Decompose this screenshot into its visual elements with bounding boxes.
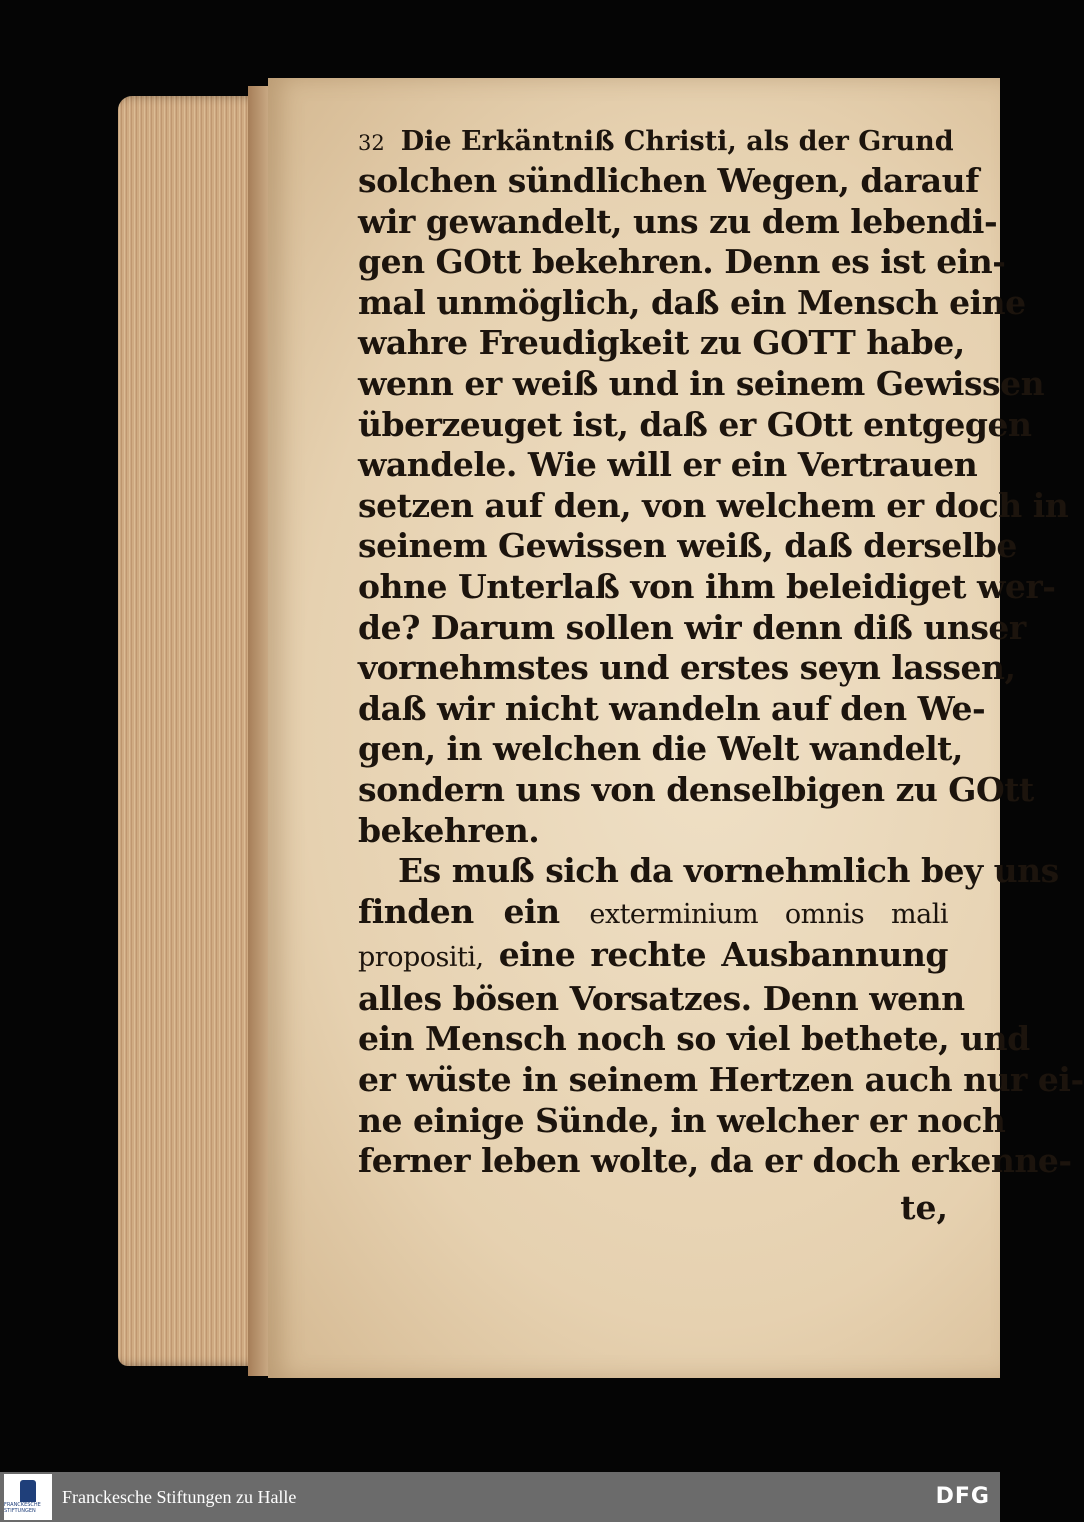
text-line: solchen sündlichen Wegen, darauf <box>358 161 979 200</box>
text-line: bekehren. <box>358 810 540 850</box>
text-line: ne einige Sünde, in welcher er noch <box>358 1100 1006 1140</box>
running-header <box>358 126 954 157</box>
text-line: sondern uns von denselbigen zu GOtt <box>358 769 1034 809</box>
footer-bar <box>0 1472 1000 1522</box>
text-line: gen, in welchen die Welt wandelt, <box>358 729 963 769</box>
text-line: ein Mensch noch so viel bethete, und <box>358 1019 1030 1059</box>
catchword: te, <box>900 1187 948 1227</box>
text-line: seinem Gewissen weiß, daß derselbe <box>358 526 1017 566</box>
text-line: Es muß sich da vornehmlich bey uns <box>398 851 1059 891</box>
text-line: wir gewandelt, uns zu dem lebendi- <box>358 201 998 241</box>
book-scan <box>118 78 1084 1378</box>
institution-logo <box>4 1474 52 1520</box>
building-icon <box>20 1480 36 1502</box>
latin-phrase: propositi, <box>358 942 484 974</box>
text-line: ohne Unterlaß von ihm beleidiget wer- <box>358 566 1056 606</box>
text-line <box>358 892 948 936</box>
text-line: er wüste in seinem Hertzen auch nur ei- <box>358 1060 1084 1100</box>
running-head-title: Die Erkäntniß Christi, als der Grund <box>400 126 954 157</box>
text-line: setzen auf den, von welchem er doch in <box>358 485 1069 525</box>
latin-phrase: exterminium omnis mali <box>589 898 948 930</box>
text-line: wenn er weiß und in seinem Gewissen <box>358 363 1045 403</box>
paragraph-1 <box>358 161 1069 851</box>
logo-text: FRANCKESCHE STIFTUNGEN <box>4 1502 41 1514</box>
text-line: gen GOtt bekehren. Denn es ist ein- <box>358 242 1006 282</box>
text-line: vornehmstes und erstes seyn lassen, <box>358 648 1016 688</box>
text-line <box>358 935 948 979</box>
text-line: ferner leben wolte, da er doch erkenne- <box>358 1141 1072 1181</box>
page-content <box>358 126 1084 1227</box>
text-line: mal unmöglich, daß ein Mensch eine <box>358 282 1026 322</box>
text-line: wandele. Wie will er ein Vertrauen <box>358 445 978 485</box>
page-edges <box>118 96 268 1366</box>
book-page <box>268 78 1084 1378</box>
text-line: daß wir nicht wandeln auf den We- <box>358 688 986 728</box>
text-line: überzeuget ist, daß er GOtt entgegen <box>358 404 1032 444</box>
text-line: alles bösen Vorsatzes. Denn wenn <box>358 978 965 1018</box>
page-number: 32 <box>358 131 385 155</box>
dfg-logo[interactable]: DFG <box>935 1484 990 1509</box>
paragraph-2 <box>358 978 1084 1182</box>
text-line: wahre Freudigkeit zu GOTT habe, <box>358 323 965 363</box>
text-fragment: eine rechte Ausbannung <box>498 935 948 975</box>
text-line: de? Darum sollen wir denn diß unser <box>358 607 1026 647</box>
institution-name[interactable]: Franckesche Stiftungen zu Halle <box>62 1486 297 1507</box>
text-fragment: finden ein <box>358 891 560 931</box>
